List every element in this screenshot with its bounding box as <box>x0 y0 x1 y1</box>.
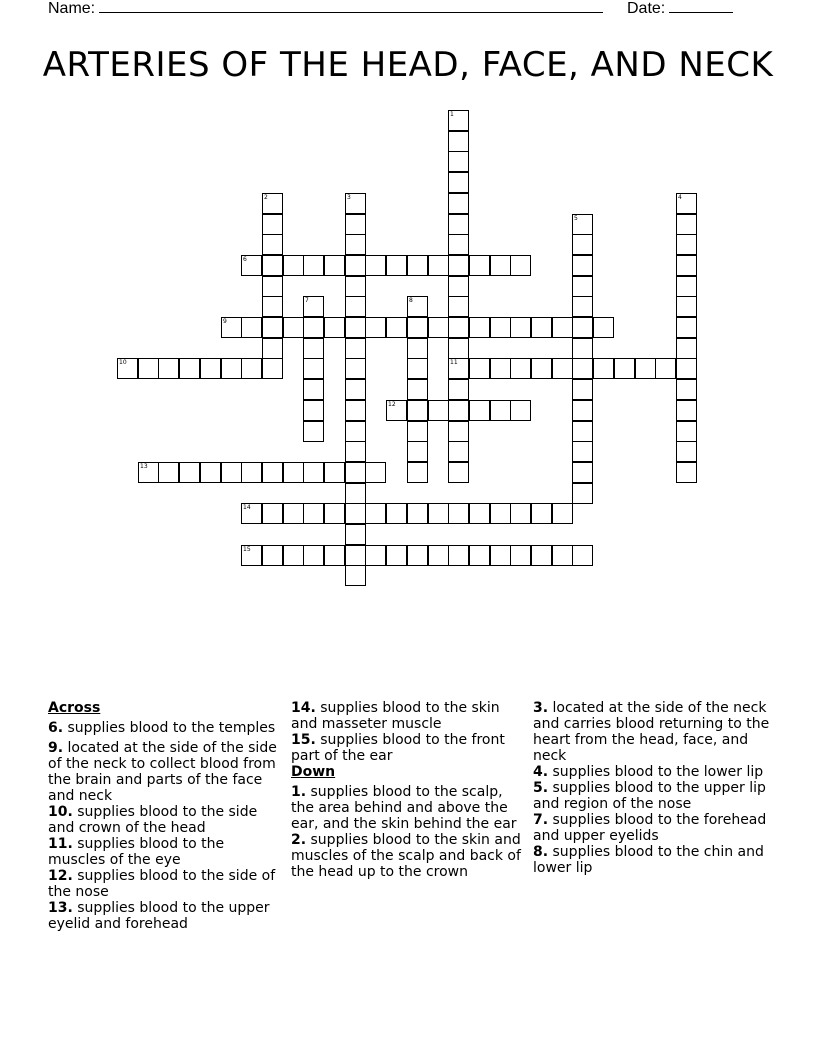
clue-across-13: 13. supplies blood to the upper eyelid and forehead <box>48 900 270 932</box>
crossword-cell[interactable] <box>676 421 697 442</box>
cell-number: 15 <box>243 546 251 553</box>
crossword-cell[interactable] <box>531 545 552 566</box>
cell-number: 6 <box>243 256 247 263</box>
crossword-cell[interactable] <box>241 358 262 379</box>
crossword-cell[interactable] <box>676 441 697 462</box>
crossword-cell[interactable] <box>510 358 531 379</box>
crossword-cell[interactable] <box>572 462 593 483</box>
crossword-cell[interactable] <box>158 358 179 379</box>
crossword-cell[interactable] <box>138 462 159 483</box>
crossword-cell[interactable] <box>490 255 511 276</box>
crossword-cell[interactable] <box>428 503 449 524</box>
clue-down-7: 7. supplies blood to the forehead and upper eyelids <box>533 812 767 844</box>
crossword-cell[interactable] <box>345 400 366 421</box>
cell-number: 13 <box>140 463 148 470</box>
clue-down-2: 2. supplies blood to the skin and muscles of the scalp and back of the head up to the crown <box>291 832 521 880</box>
crossword-cell[interactable] <box>469 317 490 338</box>
across-heading: Across <box>48 700 101 716</box>
crossword-cell[interactable] <box>448 110 469 131</box>
crossword-cell[interactable] <box>510 317 531 338</box>
crossword-cell[interactable] <box>138 358 159 379</box>
clue-across-10: 10. supplies blood to the side and crown of the head <box>48 804 258 836</box>
crossword-cell[interactable] <box>200 462 221 483</box>
crossword-cell[interactable] <box>572 338 593 359</box>
clue-across-9: 9. located at the side of the side of the neck to collect blood from the brain and parts of the face and neck <box>48 740 277 804</box>
clue-across-6: 6. supplies blood to the temples <box>48 720 276 736</box>
clues-column-2 <box>291 700 523 880</box>
crossword-cell[interactable] <box>552 317 573 338</box>
crossword-cell[interactable] <box>593 358 614 379</box>
cell-number: 3 <box>347 194 351 201</box>
crossword-cell[interactable] <box>345 338 366 359</box>
crossword-cell[interactable] <box>593 317 614 338</box>
cell-number: 4 <box>678 194 682 201</box>
crossword-cell[interactable] <box>386 545 407 566</box>
crossword-cell[interactable] <box>345 317 366 338</box>
clue-down-1: 1. supplies blood to the scalp, the area behind and above the ear, and the skin behind the ear <box>291 784 517 832</box>
crossword-cell[interactable] <box>345 214 366 235</box>
crossword-cell[interactable] <box>531 503 552 524</box>
crossword-cell[interactable] <box>345 462 366 483</box>
crossword-cell[interactable] <box>572 214 593 235</box>
crossword-cell[interactable] <box>572 317 593 338</box>
clue-across-11: 11. supplies blood to the muscles of the eye <box>48 836 225 868</box>
crossword-cell[interactable] <box>448 503 469 524</box>
date-label: Date: <box>627 0 666 17</box>
crossword-cell[interactable] <box>345 483 366 504</box>
crossword-cell[interactable] <box>262 317 283 338</box>
crossword-cell[interactable] <box>510 255 531 276</box>
crossword-cell[interactable] <box>324 462 345 483</box>
clue-down-8: 8. supplies blood to the chin and lower lip <box>533 844 764 876</box>
crossword-cell[interactable] <box>407 379 428 400</box>
crossword-cell[interactable] <box>365 255 386 276</box>
clue-down-4: 4. supplies blood to the lower lip <box>533 764 764 780</box>
crossword-cell[interactable] <box>572 234 593 255</box>
crossword-cell[interactable] <box>345 503 366 524</box>
crossword-cell[interactable] <box>510 503 531 524</box>
crossword-cell[interactable] <box>324 503 345 524</box>
crossword-cell[interactable] <box>283 255 304 276</box>
crossword-cell[interactable] <box>448 545 469 566</box>
crossword-cell[interactable] <box>552 503 573 524</box>
crossword-cell[interactable] <box>241 503 262 524</box>
crossword-cell[interactable] <box>262 545 283 566</box>
crossword-cell[interactable] <box>676 462 697 483</box>
crossword-cell[interactable] <box>345 358 366 379</box>
crossword-cell[interactable] <box>221 317 242 338</box>
page-title: ARTERIES OF THE HEAD, FACE, AND NECK <box>42 45 774 85</box>
crossword-cell[interactable] <box>221 358 242 379</box>
crossword-cell[interactable] <box>407 296 428 317</box>
clue-down-5: 5. supplies blood to the upper lip and region of the nose <box>533 780 766 812</box>
crossword-cell[interactable] <box>676 214 697 235</box>
crossword-cell[interactable] <box>448 151 469 172</box>
cell-number: 11 <box>450 359 458 366</box>
crossword-cell[interactable] <box>572 483 593 504</box>
crossword-cell[interactable] <box>676 276 697 297</box>
down-heading: Down <box>291 764 336 780</box>
crossword-cell[interactable] <box>676 296 697 317</box>
cell-number: 14 <box>243 504 251 511</box>
crossword-cell[interactable] <box>572 441 593 462</box>
crossword-cell[interactable] <box>407 317 428 338</box>
crossword-cell[interactable] <box>510 400 531 421</box>
crossword-cell[interactable] <box>262 255 283 276</box>
crossword-cell[interactable] <box>365 503 386 524</box>
crossword-cell[interactable] <box>448 255 469 276</box>
clue-across-12: 12. supplies blood to the side of the nose <box>48 868 276 900</box>
cell-number: 8 <box>409 297 413 304</box>
crossword-cell[interactable] <box>490 503 511 524</box>
crossword-cell[interactable] <box>345 276 366 297</box>
crossword-cell[interactable] <box>262 503 283 524</box>
crossword-cell[interactable] <box>469 503 490 524</box>
crossword-cell[interactable] <box>428 255 449 276</box>
crossword-cell[interactable] <box>303 421 324 442</box>
crossword-cell[interactable] <box>324 545 345 566</box>
crossword-cell[interactable] <box>365 545 386 566</box>
crossword-cell[interactable] <box>448 421 469 442</box>
crossword-cell[interactable] <box>448 214 469 235</box>
crossword-cell[interactable] <box>324 255 345 276</box>
crossword-cell[interactable] <box>448 193 469 214</box>
crossword-cell[interactable] <box>614 358 635 379</box>
crossword-cell[interactable] <box>572 545 593 566</box>
crossword-cell[interactable] <box>490 545 511 566</box>
crossword-cell[interactable] <box>448 317 469 338</box>
crossword-cell[interactable] <box>572 379 593 400</box>
crossword-cell[interactable] <box>552 545 573 566</box>
cell-number: 5 <box>574 215 578 222</box>
crossword-cell[interactable] <box>303 255 324 276</box>
crossword-cell[interactable] <box>676 193 697 214</box>
crossword-cell[interactable] <box>241 545 262 566</box>
crossword-cell[interactable] <box>572 358 593 379</box>
crossword-cell[interactable] <box>303 358 324 379</box>
cell-number: 1 <box>450 111 454 118</box>
crossword-cell[interactable] <box>345 421 366 442</box>
crossword-cell[interactable] <box>655 358 676 379</box>
crossword-cell[interactable] <box>386 400 407 421</box>
crossword-cell[interactable] <box>407 421 428 442</box>
crossword-cell[interactable] <box>117 358 138 379</box>
crossword-cell[interactable] <box>676 400 697 421</box>
crossword-cell[interactable] <box>262 358 283 379</box>
crossword-cell[interactable] <box>303 338 324 359</box>
crossword-cell[interactable] <box>469 358 490 379</box>
crossword-cell[interactable] <box>262 214 283 235</box>
crossword-cell[interactable] <box>407 503 428 524</box>
crossword-cell[interactable] <box>572 421 593 442</box>
cell-number: 12 <box>388 401 396 408</box>
crossword-cell[interactable] <box>428 317 449 338</box>
crossword-cell[interactable] <box>283 545 304 566</box>
crossword-cell[interactable] <box>676 255 697 276</box>
crossword-cell[interactable] <box>345 255 366 276</box>
crossword-cell[interactable] <box>510 545 531 566</box>
crossword-cell[interactable] <box>448 172 469 193</box>
crossword-cell[interactable] <box>490 358 511 379</box>
crossword-cell[interactable] <box>179 358 200 379</box>
crossword-cell[interactable] <box>365 462 386 483</box>
crossword-cell[interactable] <box>407 255 428 276</box>
crossword-cell[interactable] <box>469 545 490 566</box>
crossword-cell[interactable] <box>676 234 697 255</box>
crossword-cell[interactable] <box>200 358 221 379</box>
crossword-cell[interactable] <box>262 276 283 297</box>
clue-down-3: 3. located at the side of the neck and carries blood returning to the heart from the head, face, and neck <box>533 700 770 764</box>
crossword-cell[interactable] <box>635 358 656 379</box>
crossword-cell[interactable] <box>407 441 428 462</box>
crossword-cell[interactable] <box>676 358 697 379</box>
crossword-cell[interactable] <box>303 296 324 317</box>
name-label: Name: <box>48 0 96 17</box>
crossword-cell[interactable] <box>676 379 697 400</box>
crossword-cell[interactable] <box>572 400 593 421</box>
crossword-cell[interactable] <box>283 503 304 524</box>
crossword-cell[interactable] <box>386 317 407 338</box>
crossword-cell[interactable] <box>345 524 366 545</box>
crossword-cell[interactable] <box>303 400 324 421</box>
cell-number: 9 <box>223 318 227 325</box>
crossword-cell[interactable] <box>158 462 179 483</box>
clue-across-14: 14. supplies blood to the skin and masseter muscle <box>291 700 500 732</box>
crossword-cell[interactable] <box>531 358 552 379</box>
crossword-cell[interactable] <box>262 296 283 317</box>
crossword-cell[interactable] <box>407 462 428 483</box>
crossword-cell[interactable] <box>303 462 324 483</box>
crossword-cell[interactable] <box>241 317 262 338</box>
crossword-cell[interactable] <box>448 276 469 297</box>
crossword-cell[interactable] <box>448 338 469 359</box>
crossword-cell[interactable] <box>490 400 511 421</box>
crossword-cell[interactable] <box>490 317 511 338</box>
crossword-cell[interactable] <box>345 234 366 255</box>
crossword-cell[interactable] <box>241 462 262 483</box>
crossword-cell[interactable] <box>552 358 573 379</box>
crossword-cell[interactable] <box>221 462 242 483</box>
crossword-cell[interactable] <box>241 255 262 276</box>
clues-column-3 <box>533 700 773 876</box>
crossword-cell[interactable] <box>676 317 697 338</box>
crossword-cell[interactable] <box>469 255 490 276</box>
crossword-cell[interactable] <box>262 462 283 483</box>
clue-across-15: 15. supplies blood to the front part of the ear <box>291 732 505 764</box>
cell-number: 7 <box>305 297 309 304</box>
crossword-cell[interactable] <box>303 317 324 338</box>
crossword-cell[interactable] <box>572 255 593 276</box>
crossword-cell[interactable] <box>303 503 324 524</box>
crossword-cell[interactable] <box>283 317 304 338</box>
crossword-cell[interactable] <box>262 338 283 359</box>
crossword-cell[interactable] <box>345 296 366 317</box>
cell-number: 2 <box>264 194 268 201</box>
crossword-cell[interactable] <box>572 296 593 317</box>
crossword-cell[interactable] <box>407 400 428 421</box>
crossword-cell[interactable] <box>345 545 366 566</box>
crossword-cell[interactable] <box>448 379 469 400</box>
crossword-cell[interactable] <box>345 193 366 214</box>
crossword-cell[interactable] <box>324 317 345 338</box>
crossword-cell[interactable] <box>303 379 324 400</box>
crossword-cell[interactable] <box>407 358 428 379</box>
crossword-cell[interactable] <box>345 379 366 400</box>
clues-column-1 <box>48 700 280 932</box>
crossword-cell[interactable] <box>448 358 469 379</box>
crossword-cell[interactable] <box>283 462 304 483</box>
crossword-cell[interactable] <box>386 255 407 276</box>
crossword-cell[interactable] <box>448 296 469 317</box>
crossword-cell[interactable] <box>572 276 593 297</box>
crossword-cell[interactable] <box>428 545 449 566</box>
crossword-cell[interactable] <box>469 400 490 421</box>
crossword-cell[interactable] <box>303 545 324 566</box>
crossword-cell[interactable] <box>262 193 283 214</box>
crossword-cell[interactable] <box>179 462 200 483</box>
crossword-cell[interactable] <box>345 565 366 586</box>
crossword-cell[interactable] <box>448 441 469 462</box>
crossword-cell[interactable] <box>262 234 283 255</box>
crossword-cell[interactable] <box>345 441 366 462</box>
crossword-cell[interactable] <box>407 338 428 359</box>
crossword-cell[interactable] <box>386 503 407 524</box>
crossword-cell[interactable] <box>448 400 469 421</box>
crossword-cell[interactable] <box>407 545 428 566</box>
cell-number: 10 <box>119 359 127 366</box>
crossword-cell[interactable] <box>448 131 469 152</box>
crossword-cell[interactable] <box>448 234 469 255</box>
crossword-cell[interactable] <box>448 462 469 483</box>
crossword-cell[interactable] <box>676 338 697 359</box>
crossword-cell[interactable] <box>531 317 552 338</box>
crossword-cell[interactable] <box>365 317 386 338</box>
crossword-cell[interactable] <box>428 400 449 421</box>
